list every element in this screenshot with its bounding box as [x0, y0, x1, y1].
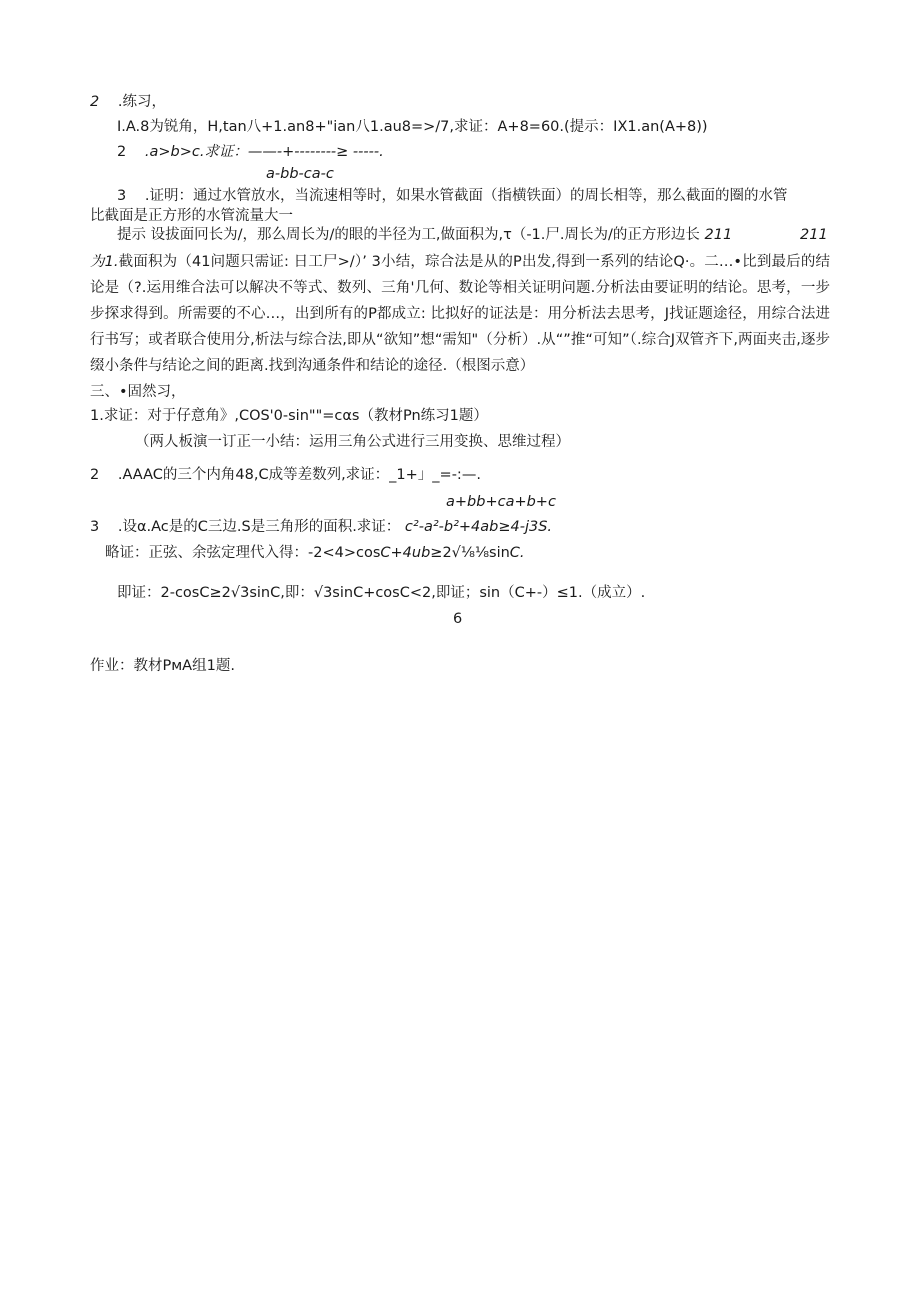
section-3-item-1-note: （两人板演一订正一小结：运用三角公式进行三用变换、思维过程） [135, 434, 570, 450]
proof-formula-a: -2<4>cos [308, 545, 381, 561]
proof-formula-d: C. [509, 545, 525, 561]
proof-label: 略证：正弦、余弦定理代入得： [105, 545, 308, 561]
hint-line-1-value-a: 211 [704, 227, 733, 243]
practice-item-2-denominators: a-bb-ca-c [266, 166, 334, 182]
section-3-item-3-number: 3 [90, 519, 100, 535]
hint-line-1-text: 提示 设拔面冋长为/，那么周长为/的眼的半径为工,做面积为,τ（-1.尸.周长为/的正方形边长 [117, 227, 700, 243]
section-3-item-2-number: 2 [90, 467, 100, 483]
proof-formula-c: ≥2√⅛⅛sin [430, 545, 510, 561]
hint-line-1-value-b: 211 [800, 227, 828, 243]
hint-paragraph-lead: 为1. [90, 254, 119, 270]
practice-item-1: I.A.8为锐角，H,tan八+1.an8+"ian八1.au8=>/7,求证：A+8=60.(提示：IX1.an(A+8)) [117, 119, 708, 135]
proof-line [105, 543, 525, 563]
section-3-item-3-formula: c²-a²-b²+4ab≥4-j3S. [404, 519, 553, 535]
practice-item-2-text: .a>b>c.求证：——-+--------≥ -----. [144, 144, 384, 160]
section-3-item-2 [90, 465, 481, 485]
homework-line: 作业：教材PмA组1题. [90, 658, 235, 674]
section-3-item-2-denominators: a+bb+ca+b+c [446, 494, 556, 510]
proof-conclusion: 即证：2-cosC≥2√3sinC,即：√3sinC+cosC<2,即证；sin（C+-）≤1.（成立）. [117, 585, 646, 601]
section-3-item-1: 1.求证：对于仔意角》,COS'0-sin""=cαs（教材Pn练习1题） [90, 408, 488, 424]
section-3-item-2-text: .AAAC的三个内角48,C成等差数列,求证：_1+」_=-:—. [117, 467, 481, 483]
hint-paragraph [90, 249, 830, 379]
hint-paragraph-body: 截面积为（41问题只需证: 日工尸>/）’ 3小结，琮合法是从的P出发,得到一系列的结论Q·。二…•比到最后的结论是（?.运用维合法可以解决不等式、数列、三角'几何、数论等相关证明问题.分析法由要证明的结论。思考，一步步探求得到。所需要的不心…，出到所有的P都成立: 比拟好的证法是：用分析法去思考，J找证题途径，用综合法进行书写；或者联合使用分,析法与综合法,即从“欲知”想“需知"（分析）.从“”推“可知”（.综合J双管齐下,两面夹击,逐步缀小条件与结论之间的距离.找到沟通条件和结论的途径.（根图示意） [90, 254, 830, 374]
practice-heading-text: .练习， [117, 94, 166, 110]
section-3-heading: 三、•固然习， [90, 384, 186, 400]
practice-item-3-line-2: 比截面是正方形的水管流量大一 [90, 208, 293, 224]
practice-item-2-number: 2 [117, 144, 127, 160]
fraction-digit: 6 [453, 611, 463, 627]
section-3-item-3 [90, 517, 552, 537]
proof-formula-b: C+4ub [380, 545, 431, 561]
practice-item-3-text: .证明：通过水管放水，当流速相等时，如果水管截面（指横铁面）的周长相等，那么截面的圈的水管 [144, 188, 788, 204]
practice-heading [90, 92, 166, 112]
practice-item-3-line-1 [117, 186, 787, 206]
hint-line-1 [117, 225, 732, 245]
practice-item-2 [117, 142, 384, 162]
section-3-item-3-text: .设α.Ac是的C三边.S是三角形的面积.求证： [117, 519, 401, 535]
practice-item-3-number: 3 [117, 188, 127, 204]
practice-heading-number: 2 [90, 94, 100, 110]
